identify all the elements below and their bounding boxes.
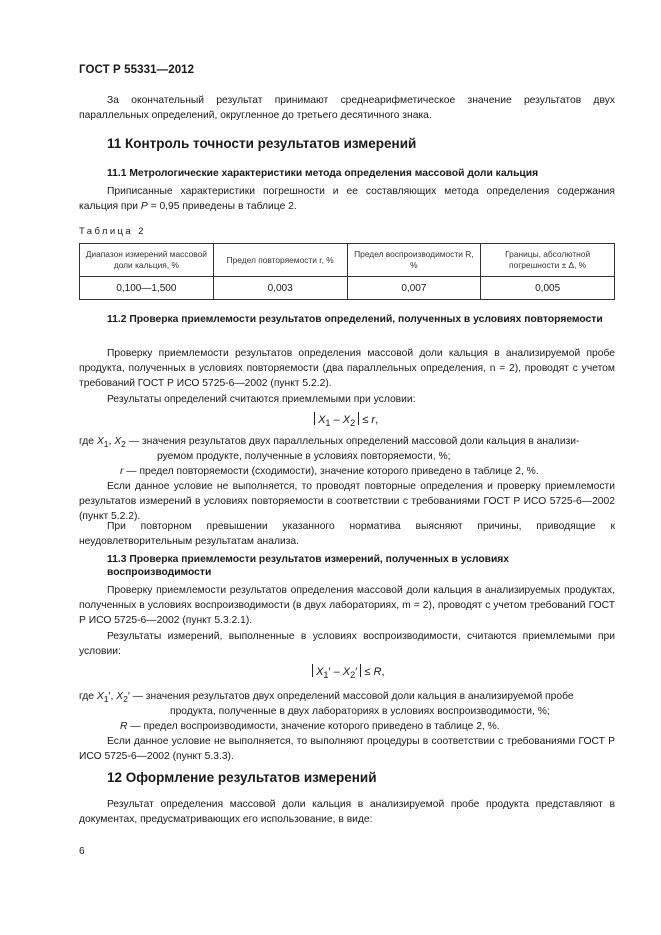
section-11-2-paragraph-4: При повторном превышении указанного норматива выясняют причины, приводящие к неудовлетворительным результатам анализа. (79, 521, 615, 547)
table-cell: 0,003 (213, 277, 347, 300)
page-number: 6 (79, 846, 85, 857)
section-11-3-paragraph-3: Если данное условие не выполняется, то выполняют процедуры в соответствии с требованиями ГОСТ Р ИСО 5725-6—2002 (пункт 5.3.3). (79, 736, 615, 762)
table-cell: 0,100—1,500 (80, 277, 214, 300)
section-11-2-paragraph-1: Проверку приемлемости результатов определения массовой доли кальция в анализируемой пробе продукта, полученных в условиях повторяемости (два параллельных определения, n = 2), проводят с учетом требований ГОСТ Р ИСО 5725-6—2002 (пункт 5.2.2). (79, 348, 615, 389)
section-11-1-text: Приписанные характеристики погрешности и ее составляющих метода определения содержания кальция при P = 0,95 приведены в таблице 2. (79, 186, 615, 212)
section-11-3-where-2: R — предел воспроизводимости, значение которого приведено в таблице 2, %. (120, 721, 500, 732)
section-11-3-title: 11.3 Проверка приемлемости результатов измерений, полученных в условиях воспроизводимости (107, 554, 510, 578)
section-11-2-where-1: где $X_1$, $X_2$ — значения результатов двух параллельных определений массовой доли кальция в анализи- (79, 436, 580, 450)
table-header-cell: Предел воспроизводимости R, % (347, 244, 481, 277)
section-11-2-paragraph-3: Если данное условие не выполняется, то проводят повторные определения и проверку приемлемости результатов измерений в условиях повторяемости в соответствии с требованиями ГОСТ Р ИСО 5725-6—2002 (пункт 5.2.2). (79, 481, 615, 522)
section-11-title: 11 Контроль точности результатов измерений (107, 136, 417, 151)
table-header-cell: Границы, абсолютной погрешности ± Δ, % (481, 244, 615, 277)
section-12-title: 12 Оформление результатов измерений (107, 770, 377, 785)
table-header-cell: Предел повторяемости r, % (213, 244, 347, 277)
section-11-3-paragraph-2: Результаты измерений, выполненные в условиях воспроизводимости, считаются приемлемыми при условии: (79, 631, 615, 657)
document-header: ГОСТ Р 55331—2012 (79, 64, 195, 76)
table-row (80, 277, 615, 300)
section-12-paragraph-1: Результат определения массовой доли кальция в анализируемой пробе продукта представляют в документах, предусматривающих его использование, в виде: (79, 799, 615, 825)
table-2 (79, 243, 615, 300)
table-cell: 0,007 (347, 277, 481, 300)
section-11-3-where-1-cont: продукта, полученные в двух лабораториях в условиях воспроизводимости, %; (170, 706, 550, 717)
intro-paragraph: За окончательный результат принимают среднеарифметическое значение результатов двух параллельных определений, округленное до третьего десятичного знака. (79, 95, 615, 121)
section-11-2-where-1-cont: руемом продукте, полученные в условиях повторяемости, %; (157, 451, 451, 462)
section-11-1-title: 11.1 Метрологические характеристики метода определения массовой доли кальция (107, 168, 539, 179)
section-11-3-paragraph-1: Проверку приемлемости результатов определения массовой доли кальция в анализируемых продуктах, полученных в условиях воспроизводимости (в двух лабораториях, m = 2), проводят с учетом требований ГОСТ Р ИСО 5725-6—2002 (пункт 5.3.2.1). (79, 585, 615, 626)
section-11-2-title: 11.2 Проверка приемлемости результатов определений, полученных в условиях повторяемости (107, 314, 603, 325)
section-11-3-where-1: где $X_1'$, $X_2'$ — значения результатов двух определений массовой доли кальция в анализируемой пробе (79, 691, 574, 705)
table-2-caption: Таблица 2 (79, 226, 146, 237)
section-11-2-where-2: r — предел повторяемости (сходимости), значение которого приведено в таблице 2, %. (120, 466, 539, 477)
repeatability-formula: $X_1 - X_2 \le r$, (314, 412, 378, 428)
table-header-row (80, 244, 615, 277)
reproducibility-formula: $X_1' - X_2' \le R$, (312, 664, 385, 680)
table-header-cell: Диапазон измерений массовой доли кальция, % (80, 244, 214, 277)
section-11-2-paragraph-2: Результаты определений считаются приемлемыми при условии: (107, 394, 416, 405)
table-cell: 0,005 (481, 277, 615, 300)
